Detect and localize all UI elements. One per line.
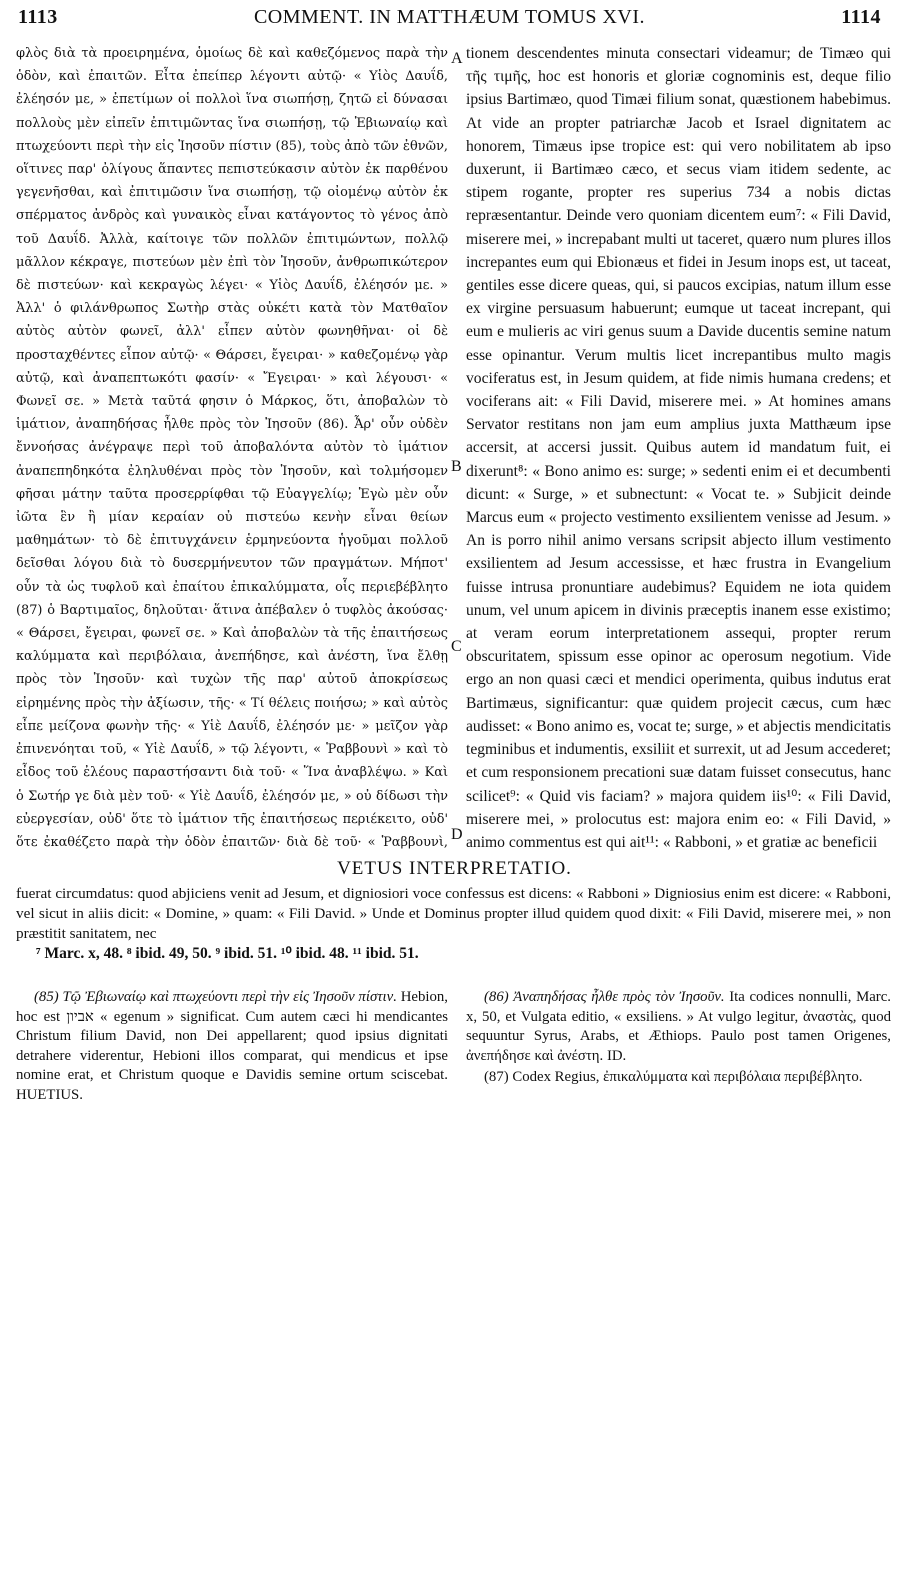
- footnotes-right: [466, 988, 891, 1090]
- footnote-86: [466, 988, 891, 1066]
- page-number-right: 1114: [841, 6, 881, 28]
- greek-text-column: [16, 42, 448, 854]
- running-title: COMMENT. IN MATTHÆUM TOMUS XVI.: [253, 6, 646, 28]
- latin-paragraph: tionem descendentes minuta consectari videamur; de Timæo qui τῆς τιμῆς, hoc est honoris et gloriæ cognominis est, deque filio ipsius Bartimæo, quod Timæi filium sonat, quæstionem habebimus. At vide an propter patriarchæ Jacob et Israel dignitatem ac honorem, Timæus ipse tropice est: qui vero nobilitatem ab ipso duxerunt, ii Bartimæo cæco, et secus viam itidem sedente, ac stipem rogante, propter res superius 734 a nobis dictas repræsentantur. Deinde vero quoniam dicentem eum⁷: « Fili David, miserere mei, » increpabant multi ut taceret, quæro num plures illos increpantes eum qui Ebionæus et fidei in Jesum inops est, ut taceat, gentiles esse dicere queas, qui, si paucos excipias, natum illum esse ex virgine persuasum habuerunt; eumque ut taceat increpant, qui eum e mulieris ac viri genus suum a Davide ducentis semine natum esse opinantur. Verum multis licet increpantibus multo magis vociferatus est, in Jesum quidem, at fide nimis humana credens; et vociferans ait: « Fili David, miserere mei. » At homines amans Servator restitans non jam eum amplius juxta Matthæum ipse accersit, at accersi jussit. Quibus autem id mandatum fuit, ei dixerunt⁸: « Bono animo es: surge; » sedenti enim ei et decumbenti dicunt: « Surge, » et subnectunt: « Vocat te. » Subjicit deinde Marcus eum « projecto vestimento exsilientem venisse ad Jesum. » An is porro nihil animo versans scripsit abjecto illum vestimento exsilientem ad Jesum accessisse, et hæc frustra in Evangelium fuisse intrusa pronuntiare audebimus? Equidem ne iota quidem unum, vel unum apicem in divinis præceptis inanem esse existimo; at veram eorum interpretationem assequi, propter rerum obscuritatem, spissum esse opinor ac operosum negotium. Vide ergo an non quasi cæci et mendici operimenta, quibus indutus erat Bartimæus, significantur: quæ quidem projecit cæcus, cum hæc audisset: « Bono animo es, vocat te; surge, » et abjectis mendicitatis tegminibus et indumentis, exsiliit et surrexit, ut ad Jesum accederet; et cum responsionem precationi suæ datam fuisset consecutus, hanc scilicet⁹: « Quid vis faciam? » majora quidem iis¹⁰: « Fili David, miserere mei, » prolocutus est: majora enim eo: « Fili David, » animo commentus est qui ait¹¹: « Rabboni, » et gratiæ ac beneficii: [466, 45, 891, 851]
- footnote-body: Hebion, hoc est אביון « egenum » significat. Cum autem cæci hi mendicantes Christum filium David, non Dei appellarent; quod ipsius dignitati detrahere viderentur, Hebioni illos comparat, qui mendicus et ipse nomine erat, et Christum quoque e Davidis semine ortum sciscebat. HUETIUS.: [16, 989, 449, 1103]
- margin-marker-a: A: [451, 50, 463, 67]
- margin-marker-c: C: [451, 638, 462, 655]
- footnote-87: [466, 1068, 891, 1088]
- latin-text-column: [466, 42, 891, 854]
- vetus-interpretatio-title: VETUS INTERPRETATIO.: [337, 858, 572, 879]
- footnote-body: Ita codices nonnulli, Marc. x, 50, et Vulgata editio, « exsiliens. » At vulgo legitur, ἀναστὰς, quod sequuntur Syrus, Arabs, et Æthiops. Paulo post tamen Origenes, ἀνεπήδησε καὶ ἀνέστη. ID.: [466, 989, 891, 1064]
- footnote-body: (87) Codex Regius, ἐπικαλύμματα καὶ περιβόλαια περιβέβλητο.: [484, 1069, 863, 1085]
- page-number-left: 1113: [18, 6, 58, 28]
- footnote-85: [16, 988, 448, 1105]
- running-header: [18, 6, 881, 32]
- margin-marker-b: B: [451, 458, 462, 475]
- scripture-references: ⁷ Marc. x, 48. ⁸ ibid. 49, 50. ⁹ ibid. 51. ¹⁰ ibid. 48. ¹¹ ibid. 51.: [36, 945, 419, 962]
- footnote-lemma: (85) Τῷ Ἐβιωναίῳ καὶ πτωχεύοντι περὶ τὴν εἰς Ἰησοῦν πίστιν.: [34, 989, 397, 1005]
- margin-marker-d: D: [451, 826, 463, 843]
- vetus-interpretatio-text: fuerat circumdatus: quod abjiciens venit ad Jesum, et digniosiori voce confessus est dicens: « Rabboni » Digniosius enim est dicere: « Rabboni, vel sicut in aliis dicit: « Domine, » quam: « Fili David. » Unde et Dominus propter illud quidem quod dixit: « Fili David, miserere mei, » non præstitit sanitatem, nec: [16, 885, 891, 942]
- greek-paragraph: φλὸς διὰ τὰ προειρημένα, ὁμοίως δὲ καὶ καθεζόμενος παρὰ τὴν ὁδὸν, καὶ ἐπαιτῶν. Εἶτα ἐπείπερ λέγοντι αὐτῷ· « Υἱὸς Δαυΐδ, ἐλέησόν με, » ἐπετίμων οἱ πολλοὶ ἵνα σιωπήσῃ, ζητῶ εἰ δύνασαι πολλοὺς μὲν εἰπεῖν ἐπιτιμῶντας ἵνα σιωπήσῃ, τῷ Ἐβιωναίῳ καὶ πτωχεύοντι περὶ τὴν εἰς Ἰησοῦν πίστιν (85), τοὺς ἀπὸ τῶν ἐθνῶν, οἵτινες παρ' ὀλίγους ἅπαντες πεπιστεύκασιν αὐτὸν ἐκ παρθένου γεγενῆσθαι, καὶ ἐπιτιμῶσιν ἵνα σιωπήσῃ, τῷ οἰομένῳ αὐτὸν ἐκ σπέρματος ἀνδρὸς καὶ γυναικὸς εἶναι κατάγοντος τὸ γένος ἀπὸ τοῦ Δαυΐδ. Ἀλλὰ, καίτοιγε τῶν πολλῶν ἐπιτιμώντων, πολλῷ μᾶλλον κέκραγε, πιστεύων μὲν ἐπὶ τὸν Ἰησοῦν, ἀνθρωπικώτερον δὲ πιστεύων· καὶ κεκραγὼς λέγει· « Υἱὸς Δαυΐδ, ἐλέησόν με. » Ἀλλ' ὁ φιλάνθρωπος Σωτὴρ στὰς οὐκέτι κατὰ τὸν Ματθαῖον αὐτὸς αὐτὸν φωνεῖ, ἀλλ' εἶπεν αὐτὸν φωνηθῆναι· οἱ δὲ προσταχθέντες εἶπον αὐτῷ· « Θάρσει, ἔγειραι· » καθεζομένῳ γὰρ αὐτῷ, καὶ ἀναπεπτωκότι φασίν· « Ἔγειραι· » καὶ λέγουσι· « Φωνεῖ σε. » Μετὰ ταῦτά φησιν ὁ Μάρκος, ὅτι, ἀποβαλὼν τὸ ἱμάτιον, ἀναπηδήσας ἦλθε πρὸς τὸν Ἰησοῦν (86). Ἆρ' οὖν οὐδὲν ἔννοήσας ἀνέγραψε περὶ τοῦ ἀποβαλόντα αὐτὸν τὸ ἱμάτιον ἀναπεπηδηκότα ἐληλυθέναι πρὸς τὸν Ἰησοῦν, καὶ τολμήσομεν φῆσαι μάτην ταῦτα προσερρίφθαι τῷ Εὐαγγελίῳ; Ἐγὼ μὲν οὖν ἰῶτα ἓν ἢ μίαν κεραίαν οὐ πιστεύω κενὴν εἶναι θείων μαθημάτων· τὸ δὲ ἐπιτυγχάνειν ἑρμηνεύοντα ἡγοῦμαι πολλοῦ δεῖσθαι λόγου διὰ τὸ δυσερμήνευτον τῶν πραγμάτων. Μήποτ' οὖν τὰ ὡς τυφλοῦ καὶ ἐπαίτου ἐπικαλύμματα, οἷς περιεβέβλητο (87) ὁ Βαρτιμαῖος, δηλοῦται· ἅτινα ἀπέβαλεν ὁ τυφλὸς ἀκούσας· « Θάρσει, ἔγειραι, φωνεῖ σε. » Καὶ ἀποβαλὼν τὰ τῆς ἐπαιτήσεως καλύμματα καὶ περιβόλαια, ἀνεπήδησε, καὶ ἀνέστη, ἵνα ἔλθῃ πρὸς τὸν Ἰησοῦν· καὶ τυχὼν τῆς παρ' αὐτοῦ ἀποκρίσεως εἰρημένης πρὸς τὴν ἀξίωσιν, τῆς· « Τί θέλεις ποιήσω; » καὶ αὐτὸς εἶπε μείζονα φωνὴν τῆς· « Υἱὲ Δαυΐδ, ἐλέησόν με· » μεῖζον γὰρ ἐπινενόηται τοῦ, « Υἱὲ Δαυΐδ, » τῷ λέγοντι, « Ῥαββουνὶ » καὶ τὸ εἶδος τοῦ ἐλέους παραστήσαντι διὰ τοῦ· « Ἵνα ἀναβλέψω. » Καὶ ὁ Σωτήρ γε διὰ μὲν τοῦ· « Υἱὲ Δαυΐδ, ἐλέησόν με, » οὐ δίδωσι τὴν εὐεργεσίαν, οὐδ' ὅτε τὸ ἱμάτιον τῆς ἐπαιτήσεως περιέκειτο, οὐδ' ὅτε ἐκαθέζετο παρὰ τὴν ὁδὸν ἐπαιτῶν· διὰ δὲ τοῦ· « Ῥαββουνὶ,: [16, 46, 448, 850]
- footnote-lemma: (86) Ἀναπηδήσας ἦλθε πρὸς τὸν Ἰησοῦν.: [484, 989, 725, 1005]
- footnotes-left: [16, 988, 448, 1107]
